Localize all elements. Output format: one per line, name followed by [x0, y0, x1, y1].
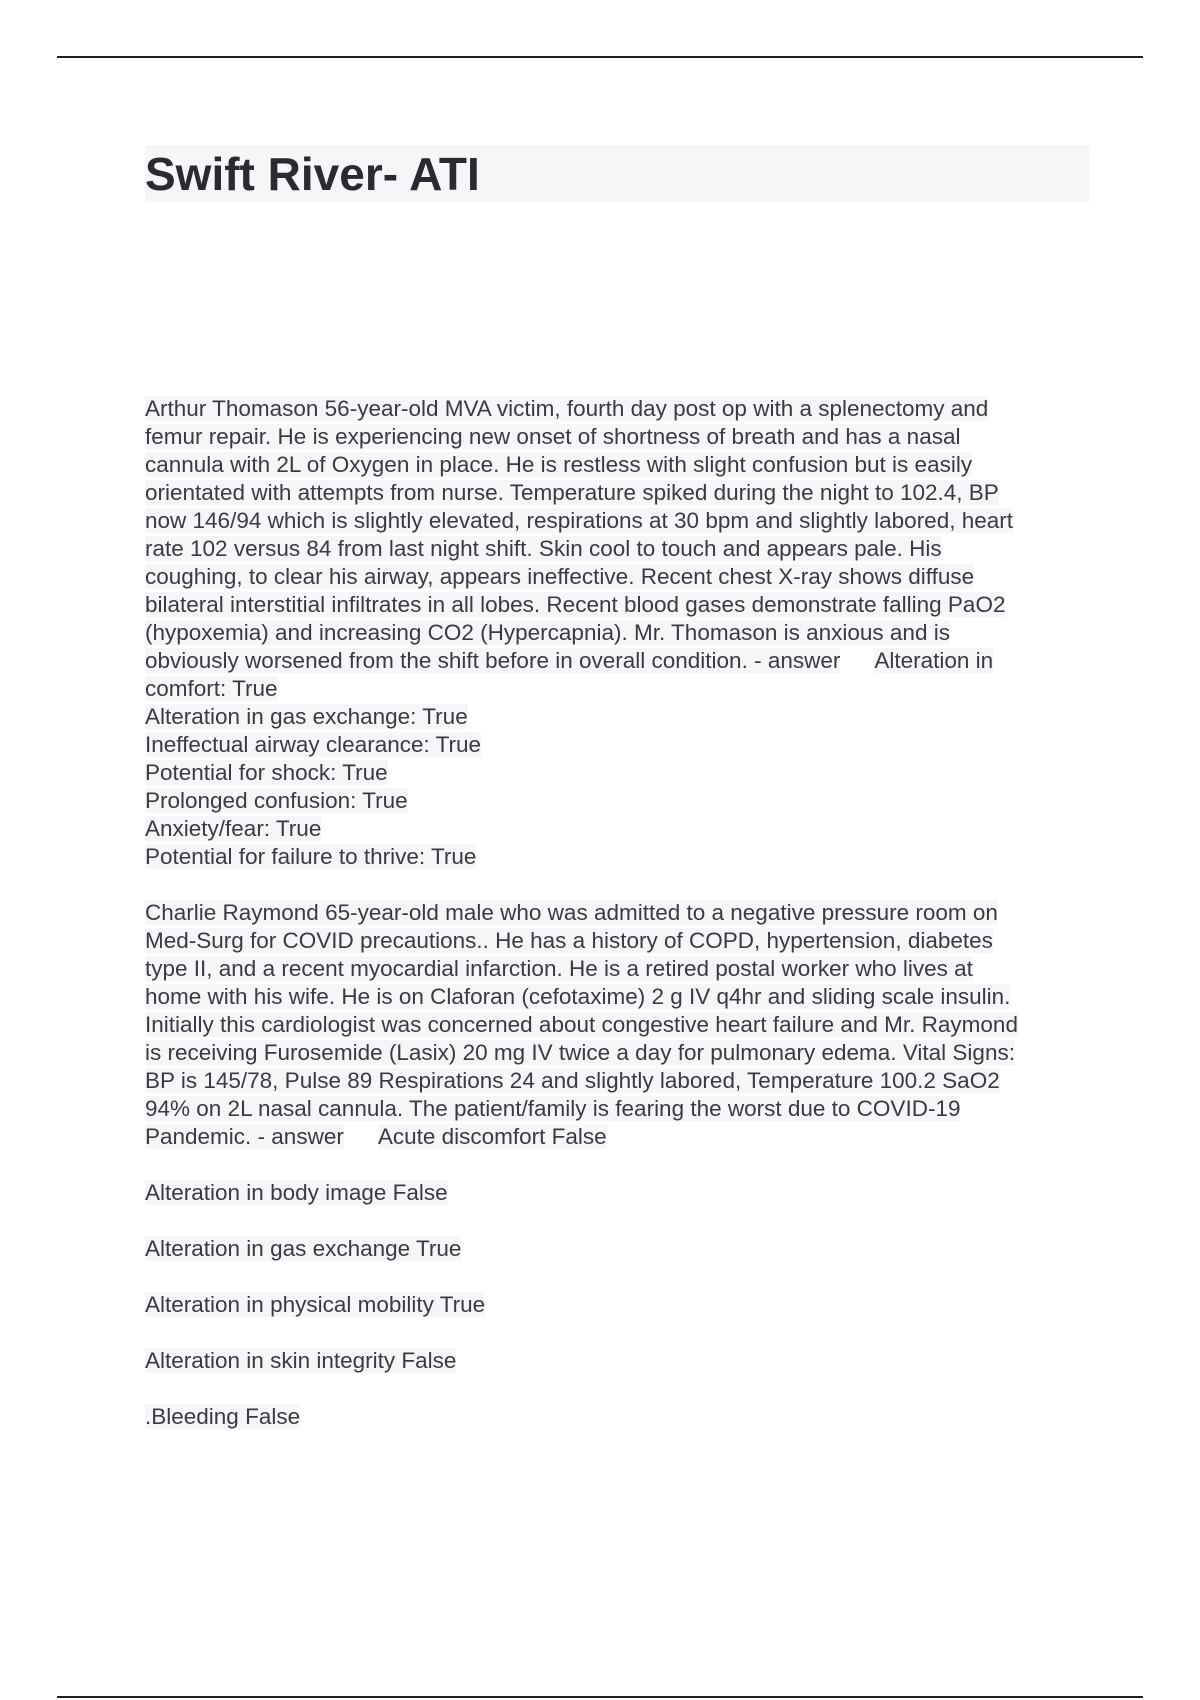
q1-answer: comfort: True: [145, 676, 278, 701]
q2-answer: Alteration in physical mobility True: [145, 1292, 486, 1317]
q1-line: cannula with 2L of Oxygen in place. He is restless with slight confusion but is easily: [145, 452, 973, 477]
document-title: Swift River- ATI: [145, 148, 480, 200]
q2-line: Initially this cardiologist was concerned about congestive heart failure and Mr. Raymond: [145, 1012, 1018, 1037]
q1-answer: Prolonged confusion: True: [145, 788, 408, 813]
q2-answer-paragraph: [145, 1403, 1095, 1431]
document-body: [145, 395, 1095, 1459]
q2-answer-paragraph: [145, 1291, 1095, 1319]
question-2: [145, 899, 1095, 1151]
q2-line: BP is 145/78, Pulse 89 Respirations 24 and slightly labored, Temperature 100.2 SaO2: [145, 1068, 1000, 1093]
q1-answer: Ineffectual airway clearance: True: [145, 732, 482, 757]
q1-line: Arthur Thomason 56-year-old MVA victim, fourth day post op with a splenectomy and: [145, 396, 989, 421]
footer-rule: [57, 1696, 1143, 1698]
q2-first-answer: Acute discomfort False: [377, 1124, 607, 1149]
q2-answer: .Bleeding False: [145, 1404, 301, 1429]
q1-line: orientated with attempts from nurse. Temperature spiked during the night to 102.4, BP: [145, 480, 999, 505]
q2-line: is receiving Furosemide (Lasix) 20 mg IV twice a day for pulmonary edema. Vital Signs:: [145, 1040, 1015, 1065]
header-rule: [57, 56, 1143, 58]
q1-answer: Alteration in gas exchange: True: [145, 704, 468, 729]
q2-line: home with his wife. He is on Claforan (cefotaxime) 2 g IV q4hr and sliding scale insulin.: [145, 984, 1011, 1009]
q1-line: rate 102 versus 84 from last night shift. Skin cool to touch and appears pale. His: [145, 536, 942, 561]
question-1: [145, 395, 1095, 871]
q1-line: bilateral interstitial infiltrates in all lobes. Recent blood gases demonstrate falling PaO2: [145, 592, 1006, 617]
q1-answer: Potential for shock: True: [145, 760, 388, 785]
q2-line: Pandemic. - answer: [145, 1124, 344, 1149]
q1-line: femur repair. He is experiencing new onset of shortness of breath and has a nasal: [145, 424, 961, 449]
q1-answer: Potential for failure to thrive: True: [145, 844, 477, 869]
q2-answer: Alteration in skin integrity False: [145, 1348, 457, 1373]
q2-line: 94% on 2L nasal cannula. The patient/family is fearing the worst due to COVID-19: [145, 1096, 961, 1121]
q2-line: type II, and a recent myocardial infarction. He is a retired postal worker who lives at: [145, 956, 973, 981]
q2-answer: Alteration in body image False: [145, 1180, 448, 1205]
q1-line: (hypoxemia) and increasing CO2 (Hypercapnia). Mr. Thomason is anxious and is: [145, 620, 950, 645]
q2-answer-paragraph: [145, 1347, 1095, 1375]
q1-answer: Anxiety/fear: True: [145, 816, 322, 841]
q1-line: now 146/94 which is slightly elevated, respirations at 30 bpm and slightly labored, heart: [145, 508, 1013, 533]
q2-line: Charlie Raymond 65-year-old male who was admitted to a negative pressure room on: [145, 900, 998, 925]
q2-answer-paragraph: [145, 1235, 1095, 1263]
q2-answer: Alteration in gas exchange True: [145, 1236, 462, 1261]
q2-line: Med-Surg for COVID precautions.. He has a history of COPD, hypertension, diabetes: [145, 928, 993, 953]
q1-line: obviously worsened from the shift before in overall condition. - answer: [145, 648, 841, 673]
q1-line: coughing, to clear his airway, appears ineffective. Recent chest X-ray shows diffuse: [145, 564, 975, 589]
q1-first-answer: Alteration in: [874, 648, 994, 673]
q2-answer-paragraph: [145, 1179, 1095, 1207]
